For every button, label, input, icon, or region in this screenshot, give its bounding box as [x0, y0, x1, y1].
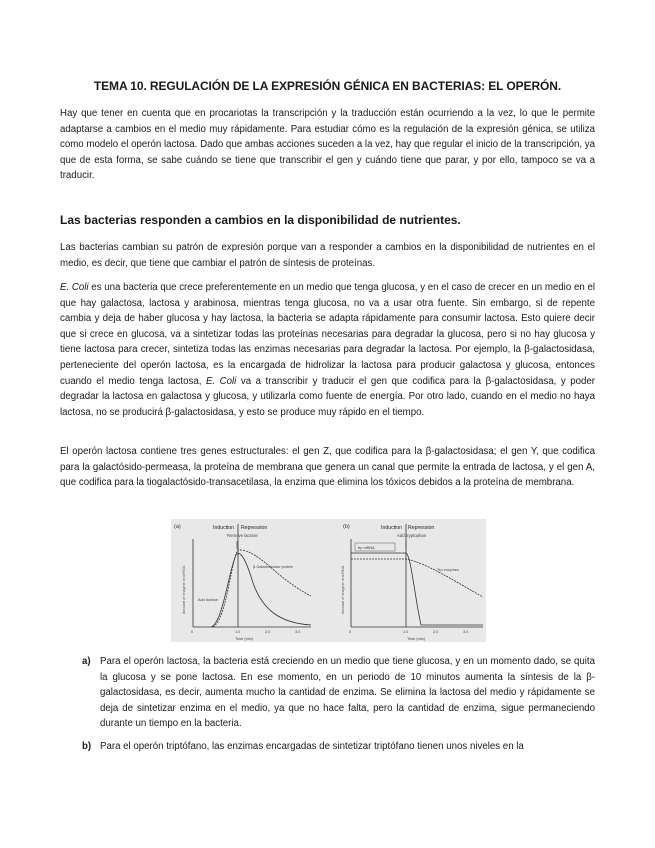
right-mrna-curve — [351, 553, 483, 625]
right-x-tick: 2.0 — [433, 630, 439, 634]
right-x-tick: 1.0 — [403, 630, 409, 634]
left-curve-label: β-Galactosidase protein — [253, 565, 294, 569]
paragraph-1: Las bacterias cambian su patrón de expresión porque van a responder a cambios en la disponibilidad de nutrientes en el medio, es decir, que tiene que cambiar el patrón de síntesis de proteínas. — [60, 242, 595, 269]
right-panel-label: (b) — [343, 524, 350, 530]
left-header-induction: Induction — [213, 525, 235, 531]
left-bottom-note: Add lactose — [198, 598, 218, 602]
left-x-tick: 3.0 — [295, 630, 301, 634]
list-marker: a) — [82, 656, 91, 667]
left-x-tick: 2.0 — [265, 630, 271, 634]
paragraph-3: El operón lactosa contiene tres genes estructurales: el gen Z, que codifica para la β-galactosidasa; el gen Y, que codifica para la galactósido-permeasa, la proteína de membrana que genera un canal que permite la entrada de lactosa, y el gen A, que codifica para la tiogalactósido-transacetilasa, la enzima que elimina los tóxicos debidos a la proteína de membrana. — [60, 446, 595, 489]
left-x-tick: 0 — [191, 630, 194, 634]
right-enzyme-label: Trp enzymes — [437, 568, 459, 572]
figure-graphic — [171, 519, 486, 642]
intro-paragraph: Hay que tener en cuenta que en procariotas la transcripción y la traducción están ocurriendo a la vez, lo que le permite adaptarse a cambios en el medio muy rápidamente. Para estudiar cómo es la regulación de la expresión génica, se utiliza como modelo el operón lactosa. Dado que ambas acciones suceden a la vez, hay que regular el inicio de la transcripción, ya que de esta forma, se sabe cuándo se tiene que transcribir el gen y cuándo tiene que parar, y por ello, tampoco se va a traducir. — [60, 108, 595, 182]
left-x-label: Time (min) — [235, 637, 253, 641]
right-enzyme-curve — [351, 559, 483, 597]
paragraph-2 — [60, 280, 595, 420]
left-panel-label: (a) — [174, 524, 181, 530]
right-y-label: Amount of enzyme or mRNA — [341, 565, 345, 614]
list-item-text: Para el operón lactosa, la bacteria está creciendo en un medio que tiene glucosa, y en un momento dado, se quita la glucosa y se pone lactosa. En ese momento, en un periodo de 10 minutos aumenta la síntesis de la β-galactosidasa, es decir, aumenta mucho la cantidad de enzima. Se elimina la lactosa del medio y rápidamente se deja de sintetizar enzima en el medio, ya que no hace falta, pero la cantidad de enzima, sigue permaneciendo durante un tiempo en la bacteria. — [100, 656, 595, 730]
right-header-repression: Repression — [408, 525, 435, 531]
species-name: E. Coli — [60, 282, 89, 293]
right-mrna-label: trp mRNA — [358, 546, 375, 550]
list-item-text: Para el operón triptófano, las enzimas encargadas de sintetizar triptófano tienen unos niveles en la — [100, 741, 524, 752]
paragraph-2-text-a: es una bacteria que crece preferentemente en un medio que tenga glucosa, y en el caso de crecer en un medio en el que hay galactosa, lactosa y arabinosa, mientras tenga glucosa, no va a usar otra fuente. Sin embargo, si de repente cambia y deja de haber glucosa y hay lactosa, la bacteria se adapta rápidamente para consumir lactosa. Esto quiere decir que si crece en glucosa, va a sintetizar todas las proteínas necesarias para degradar la glucosa, pero si no hay glucosa y tiene lactosa para crecer, sintetiza todas las enzimas necesarias para degradar la lactosa. Por ejemplo, la β-galactosidasa, perteneciente del operón lactosa, es la encargada de hidrolizar la lactosa para producir galactosa y glucosa, entonces cuando el medio tenga lactosa, — [60, 282, 595, 387]
paragraph-2-text-b: va a transcribir y traducir el gen que codifica para la β-galactosidasa, y poder degradar la lactosa en galactosa y glucosa, y utilizarla como fuente de energía. Por otro lado, cuando en el medio no haya lactosa, no se producirá β-galactosidasa, y esto se produce muy rápido en el tiempo. — [60, 375, 595, 418]
left-header-repression: Repression — [241, 525, 268, 531]
species-name: E. Coli — [205, 375, 237, 387]
page-title: TEMA 10. REGULACIÓN DE LA EXPRESIÓN GÉNICA EN BACTERIAS: EL OPERÓN. — [93, 79, 562, 93]
right-x-label: Time (min) — [407, 637, 425, 641]
left-x-tick: 1.0 — [235, 630, 241, 634]
right-x-tick: 3.0 — [463, 630, 469, 634]
left-annot-remove: Remove lactose — [227, 533, 258, 538]
right-annot-add: Add tryptophan — [397, 533, 427, 538]
list-item — [60, 739, 595, 759]
section-heading: Las bacterias responden a cambios en la disponibilidad de nutrientes. — [60, 213, 461, 227]
right-x-tick: 0 — [349, 630, 352, 634]
operon-figure — [171, 519, 486, 642]
left-protein-curve — [213, 550, 311, 627]
right-header-induction: Induction — [381, 525, 403, 531]
left-y-label: Amount of enzyme or mRNA — [182, 565, 186, 614]
list-marker: b) — [82, 741, 92, 752]
list-item — [60, 654, 595, 734]
